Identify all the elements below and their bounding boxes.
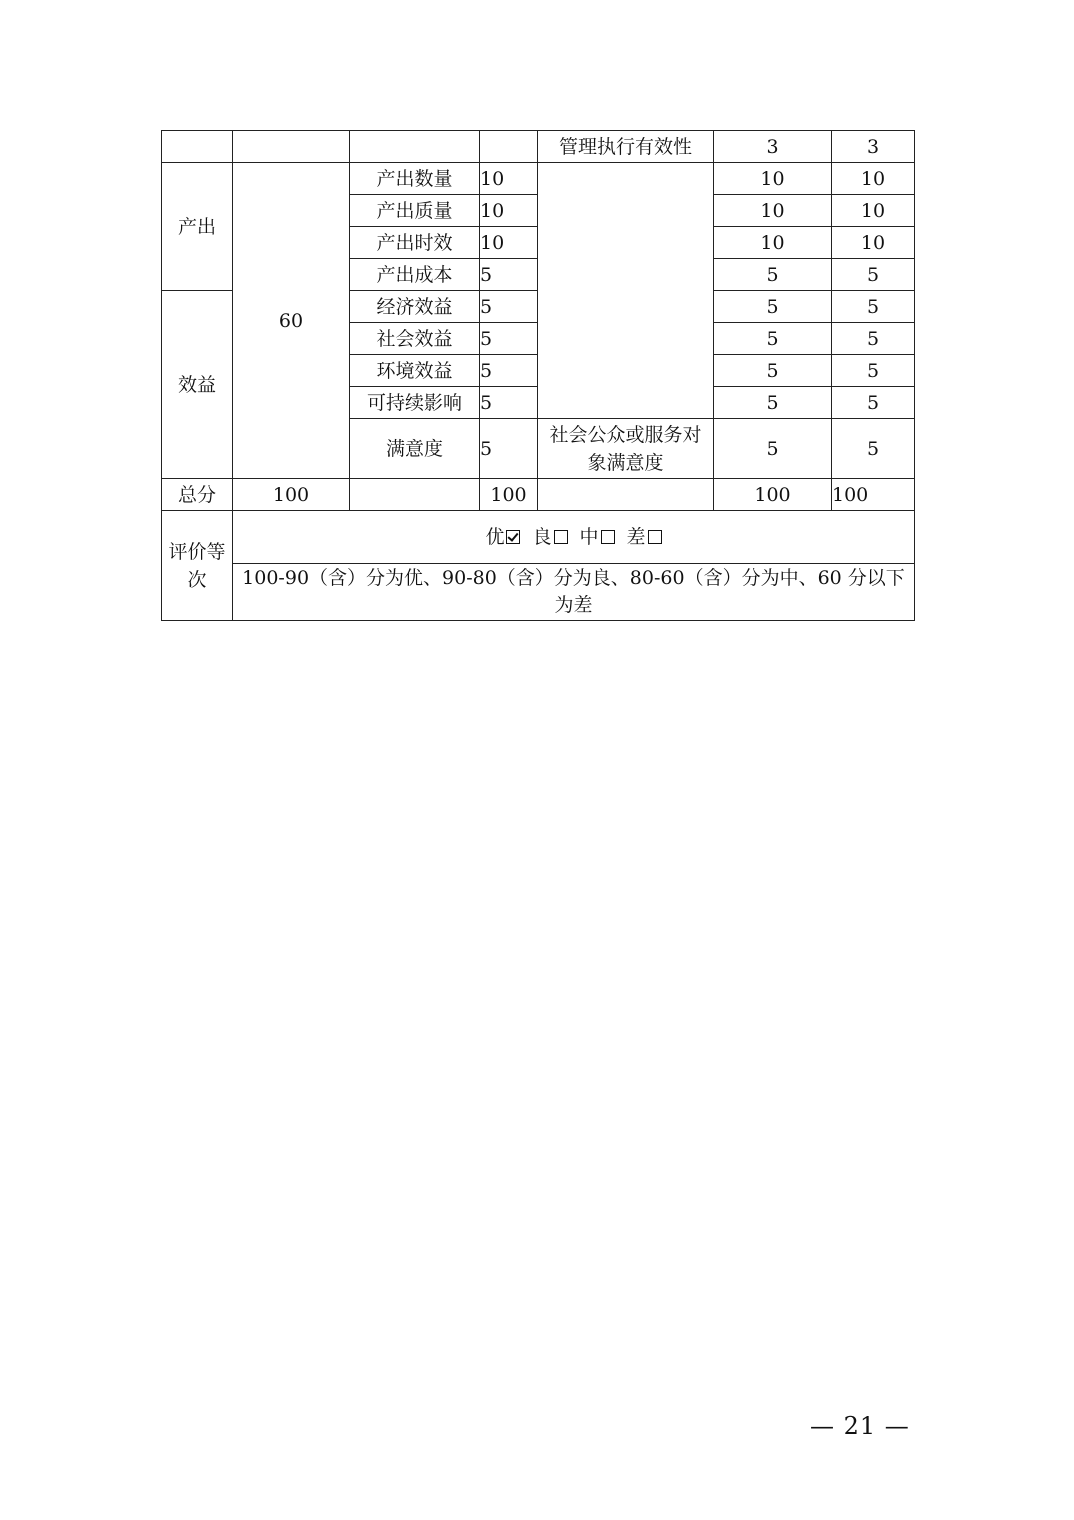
indicator-weight: 10: [480, 195, 538, 227]
total-target: 100: [714, 479, 832, 511]
indicator-target: 10: [714, 227, 832, 259]
indicator-name: 社会效益: [350, 323, 480, 355]
grade-note: 100-90（含）分为优、90-80（含）分为良、80-60（含）分为中、60 分以下为差: [233, 564, 915, 621]
indicator-detail: 社会公众或服务对象满意度: [538, 419, 714, 479]
indicator-weight: 5: [480, 323, 538, 355]
checkbox-icon: [648, 530, 662, 544]
indicator-weight: 5: [480, 355, 538, 387]
total-score: 100: [832, 479, 915, 511]
category-output: 产出: [162, 163, 233, 291]
indicator-weight: 10: [480, 163, 538, 195]
indicator-name: 可持续影响: [350, 387, 480, 419]
indicator-name: 满意度: [350, 419, 480, 479]
grade-option-label: 优: [485, 526, 505, 548]
indicator-target: 10: [714, 163, 832, 195]
category-benefit: 效益: [162, 291, 233, 479]
indicator-weight: 5: [480, 419, 538, 479]
grade-note-row: [162, 564, 915, 621]
indicator-name: 经济效益: [350, 291, 480, 323]
indicator-score: 5: [832, 323, 915, 355]
indicator-score: 5: [832, 291, 915, 323]
group-weight: 60: [233, 163, 350, 479]
grade-option-label: 差: [626, 526, 646, 548]
page-number: — 21 —: [810, 1412, 910, 1440]
grade-row: [162, 511, 915, 564]
indicator-score: 10: [832, 163, 915, 195]
indicator-target: 5: [714, 323, 832, 355]
indicator-target: 5: [714, 291, 832, 323]
indicator-target: 10: [714, 195, 832, 227]
grade-option-label: 良: [532, 526, 552, 548]
table-row: [162, 131, 915, 163]
indicator-name: 产出时效: [350, 227, 480, 259]
indicator-name: 产出数量: [350, 163, 480, 195]
management-effectiveness-label: 管理执行有效性: [538, 131, 714, 163]
indicator-score: 5: [832, 259, 915, 291]
indicator-score: 5: [832, 387, 915, 419]
indicator-score: 10: [832, 195, 915, 227]
checkbox-icon: [554, 530, 568, 544]
indicator-name: 产出成本: [350, 259, 480, 291]
indicator-weight: 5: [480, 291, 538, 323]
checkbox-icon: [601, 530, 615, 544]
indicator-score: 5: [832, 419, 915, 479]
indicator-target: 5: [714, 419, 832, 479]
total-row: [162, 479, 915, 511]
total-weight: 100: [233, 479, 350, 511]
grade-label: 评价等次: [162, 511, 233, 621]
evaluation-table: [161, 130, 915, 621]
indicator-score: 5: [832, 355, 915, 387]
indicator-score: 10: [832, 227, 915, 259]
management-target: 3: [714, 131, 832, 163]
grade-options: [233, 511, 915, 564]
grade-option-label: 中: [579, 526, 599, 548]
table-row: [162, 163, 915, 195]
indicator-weight: 10: [480, 227, 538, 259]
indicator-target: 5: [714, 387, 832, 419]
indicator-target: 5: [714, 259, 832, 291]
checked-checkbox-icon: [506, 530, 520, 544]
indicator-name: 环境效益: [350, 355, 480, 387]
indicator-weight: 5: [480, 259, 538, 291]
indicator-target: 5: [714, 355, 832, 387]
management-score: 3: [832, 131, 915, 163]
indicator-weight: 5: [480, 387, 538, 419]
total-label: 总分: [162, 479, 233, 511]
total-sub-weight: 100: [480, 479, 538, 511]
indicator-name: 产出质量: [350, 195, 480, 227]
